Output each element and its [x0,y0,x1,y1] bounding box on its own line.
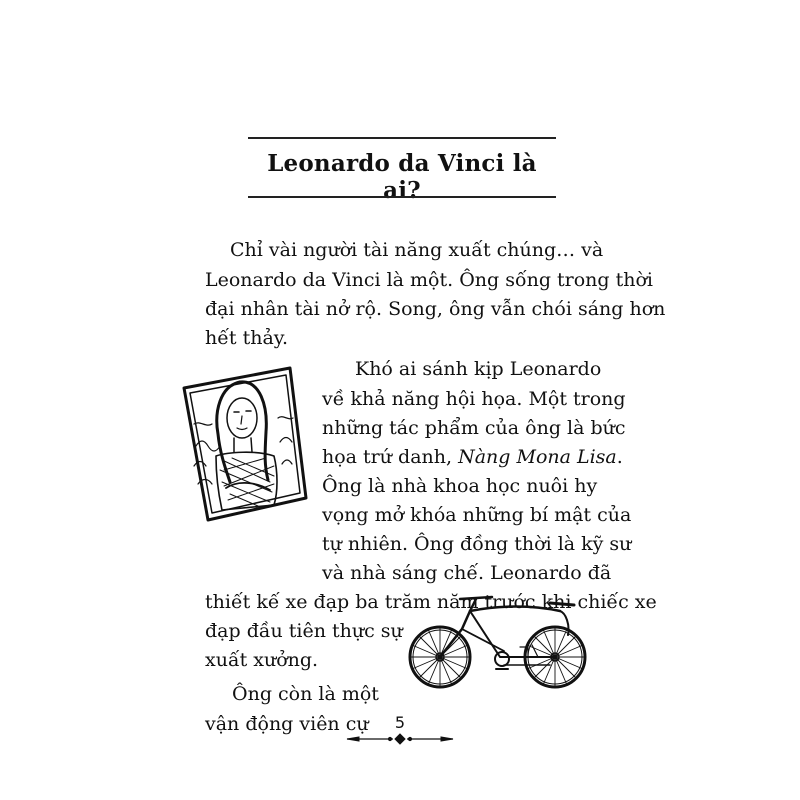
body-line: vọng mở khóa những bí mật của [322,504,632,526]
body-text: họa trứ danh, [322,446,459,468]
body-line [322,443,623,472]
page-ornament [345,733,455,745]
body-line: Ông còn là một [232,683,379,705]
body-line: tự nhiên. Ông đồng thời là kỹ sư [322,533,632,555]
body-line: vận động viên cự [205,713,369,735]
title-rule-bottom [248,196,556,198]
body-line: về khả năng hội họa. Một trong [322,388,626,410]
artwork-title: Nàng Mona Lisa [458,446,617,468]
body-line: đại nhân tài nở rộ. Song, ông vẫn chói sáng hơn [205,298,666,320]
body-text: . [616,446,623,468]
title-rule-top [248,137,556,139]
body-line: Chỉ vài người tài năng xuất chúng… và [230,239,604,261]
chapter-title: Leonardo da Vinci là ai? [267,150,537,204]
body-line: xuất xưởng. [205,649,319,671]
body-line: những tác phẩm của ông là bức [322,417,626,439]
bicycle-sketch [400,585,595,695]
body-line: Ông là nhà khoa học nuôi hy [322,475,598,497]
body-line: đạp đầu tiên thực sự [205,620,403,642]
body-line: Leonardo da Vinci là một. Ông sống trong thời [205,269,654,291]
body-line: hết thảy. [205,327,289,349]
body-line: thiết kế xe đạp ba trăm năm trước khi chiếc xe [205,591,657,613]
page-number: 5 [394,713,406,732]
body-line: Khó ai sánh kịp Leonardo [355,358,602,380]
mona-lisa-sketch [178,360,313,525]
body-line: và nhà sáng chế. Leonardo đã [322,562,612,584]
